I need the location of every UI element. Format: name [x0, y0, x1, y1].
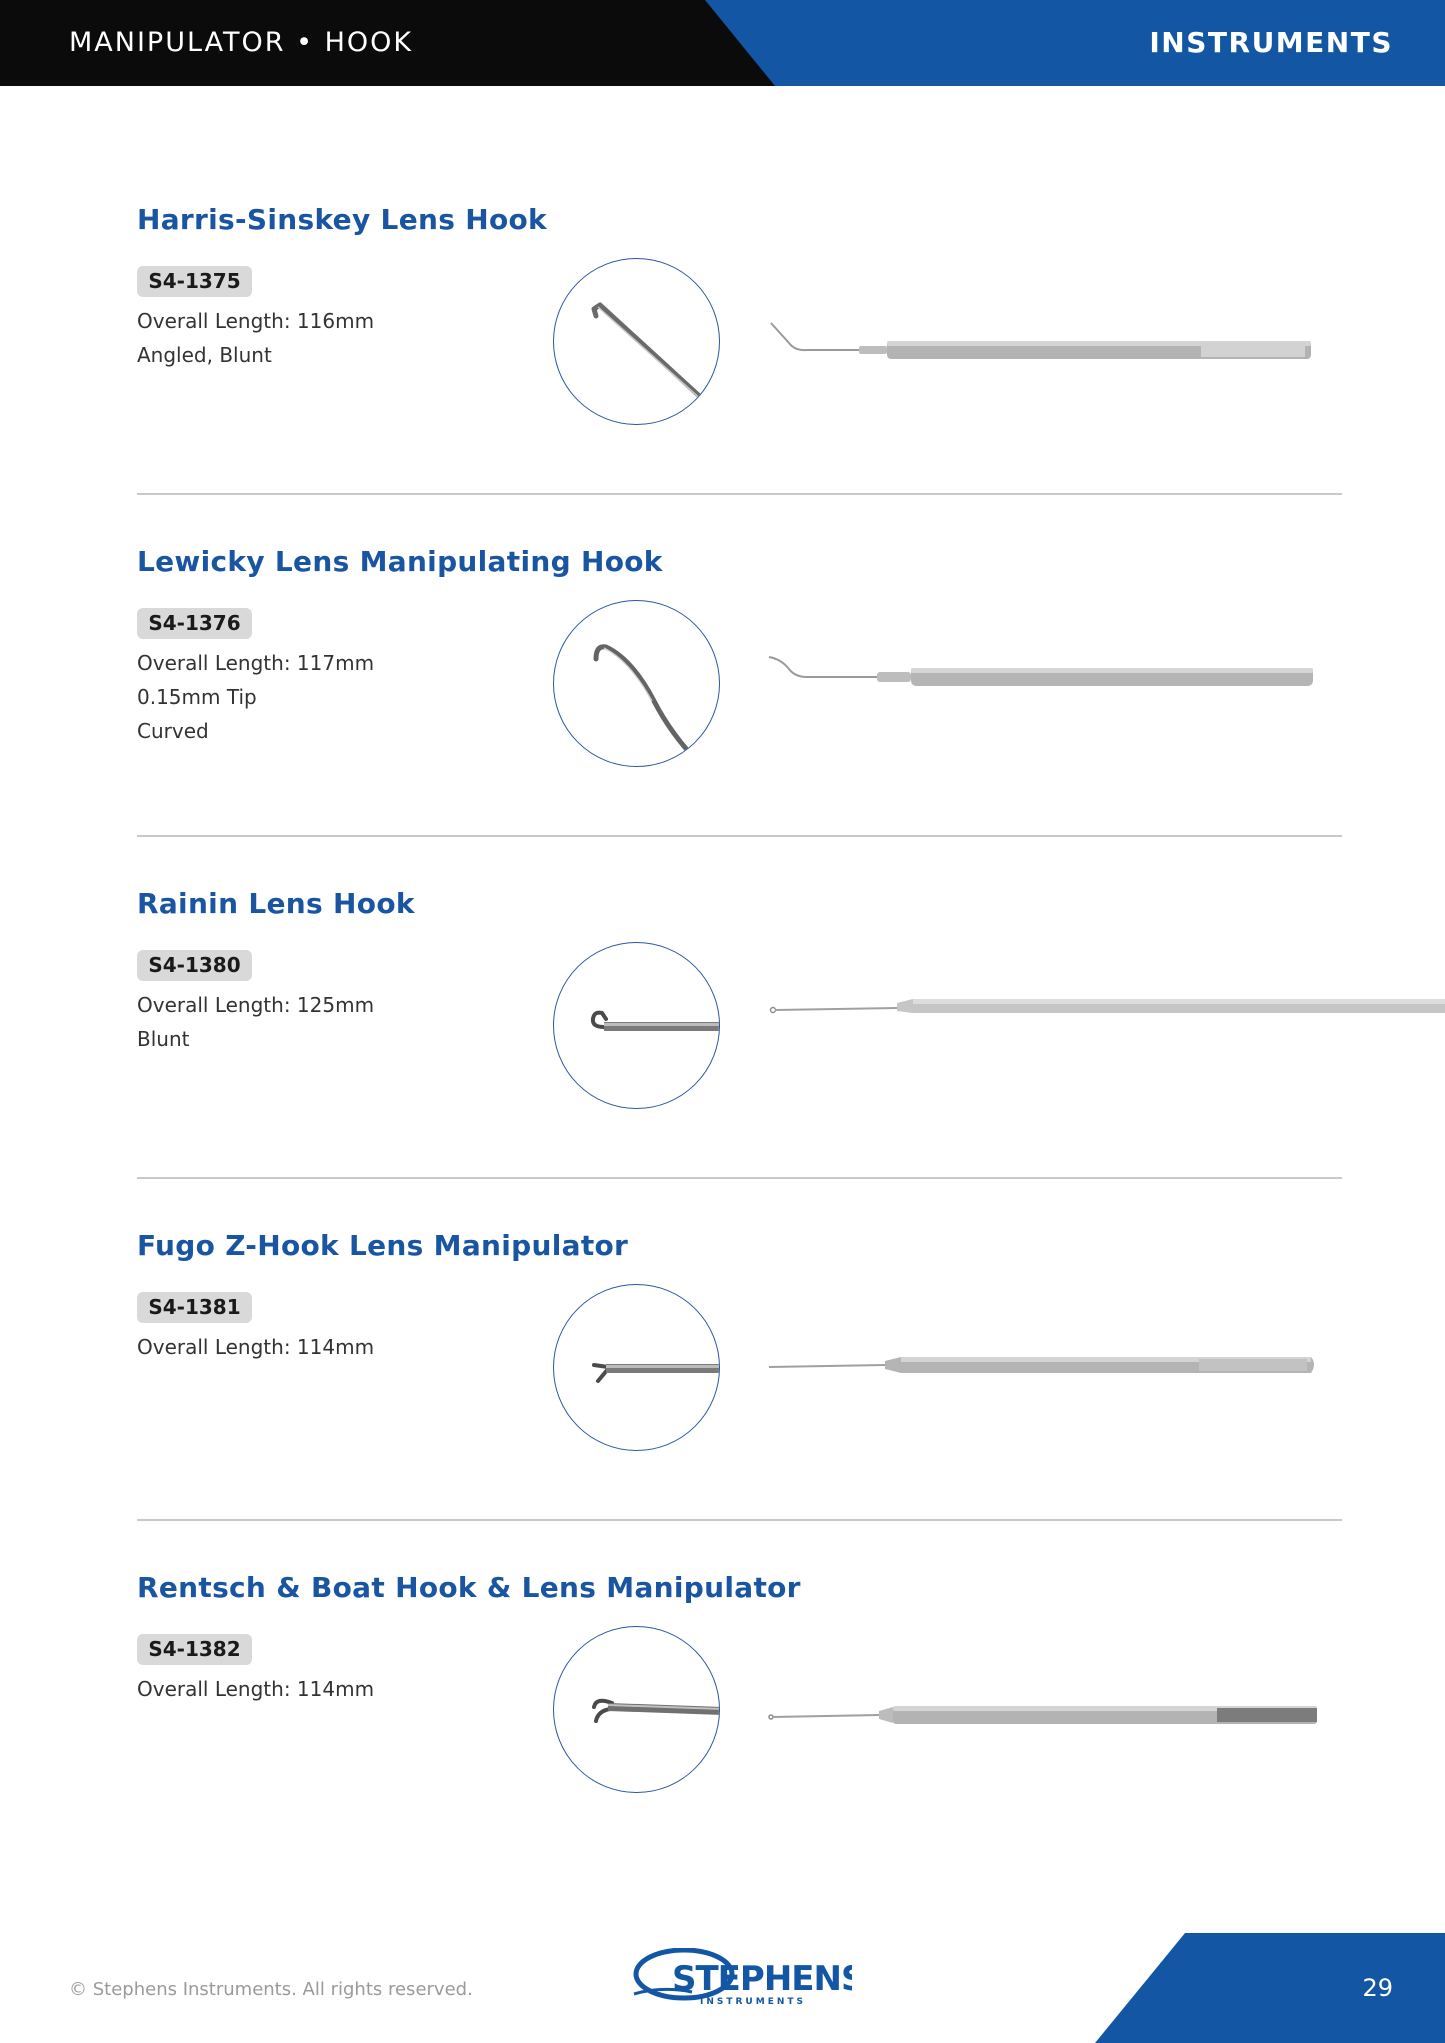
- tip-detail-image: [553, 942, 720, 1109]
- product-spec: Overall Length: 125mm: [137, 993, 375, 1017]
- product-title: Rentsch & Boat Hook & Lens Manipulator: [137, 1571, 801, 1604]
- tip-detail-image: [553, 600, 720, 767]
- product-title: Fugo Z-Hook Lens Manipulator: [137, 1229, 629, 1262]
- product-code-badge: S4-1382: [137, 1634, 252, 1665]
- instrument-image: [767, 635, 1445, 735]
- product-card-harris-sinskey: [137, 203, 1342, 545]
- instrument-image: [767, 1319, 1445, 1419]
- section-divider: [137, 1177, 1342, 1179]
- stephens-logo: [632, 1948, 852, 2008]
- logo-wordmark: STEPHENS: [672, 1959, 852, 1999]
- section-label: MANIPULATOR • HOOK: [69, 27, 414, 58]
- product-title: Lewicky Lens Manipulating Hook: [137, 545, 663, 578]
- page-header: [0, 0, 1445, 86]
- tip-detail-image: [553, 1284, 720, 1451]
- product-spec: Overall Length: 114mm: [137, 1335, 375, 1359]
- product-spec: 0.15mm Tip: [137, 685, 257, 709]
- section-divider: [137, 1519, 1342, 1521]
- product-spec: Angled, Blunt: [137, 343, 272, 367]
- product-card-rentsch-boat: [137, 1571, 1342, 1913]
- product-spec: Overall Length: 116mm: [137, 309, 375, 333]
- product-title: Harris-Sinskey Lens Hook: [137, 203, 547, 236]
- section-divider: [137, 493, 1342, 495]
- product-spec: Blunt: [137, 1027, 190, 1051]
- product-code-badge: S4-1380: [137, 950, 252, 981]
- product-spec: Curved: [137, 719, 209, 743]
- section-divider: [137, 835, 1342, 837]
- instrument-image: [767, 1661, 1445, 1761]
- copyright-notice: © Stephens Instruments. All rights reserved.: [69, 1979, 473, 2000]
- product-code-badge: S4-1381: [137, 1292, 252, 1323]
- tip-detail-image: [553, 1626, 720, 1793]
- product-title: Rainin Lens Hook: [137, 887, 415, 920]
- product-code-badge: S4-1376: [137, 608, 252, 639]
- logo-subtext: INSTRUMENTS: [700, 1997, 806, 2007]
- product-spec: Overall Length: 117mm: [137, 651, 375, 675]
- product-card-lewicky: [137, 545, 1342, 887]
- product-card-rainin: [137, 887, 1342, 1229]
- tip-detail-image: [553, 258, 720, 425]
- instrument-image: [767, 293, 1445, 393]
- page-number: 29: [1362, 1974, 1393, 2002]
- category-label: INSTRUMENTS: [1149, 26, 1393, 59]
- instrument-image: [767, 977, 1445, 1077]
- product-card-fugo: [137, 1229, 1342, 1571]
- product-spec: Overall Length: 114mm: [137, 1677, 375, 1701]
- product-code-badge: S4-1375: [137, 266, 252, 297]
